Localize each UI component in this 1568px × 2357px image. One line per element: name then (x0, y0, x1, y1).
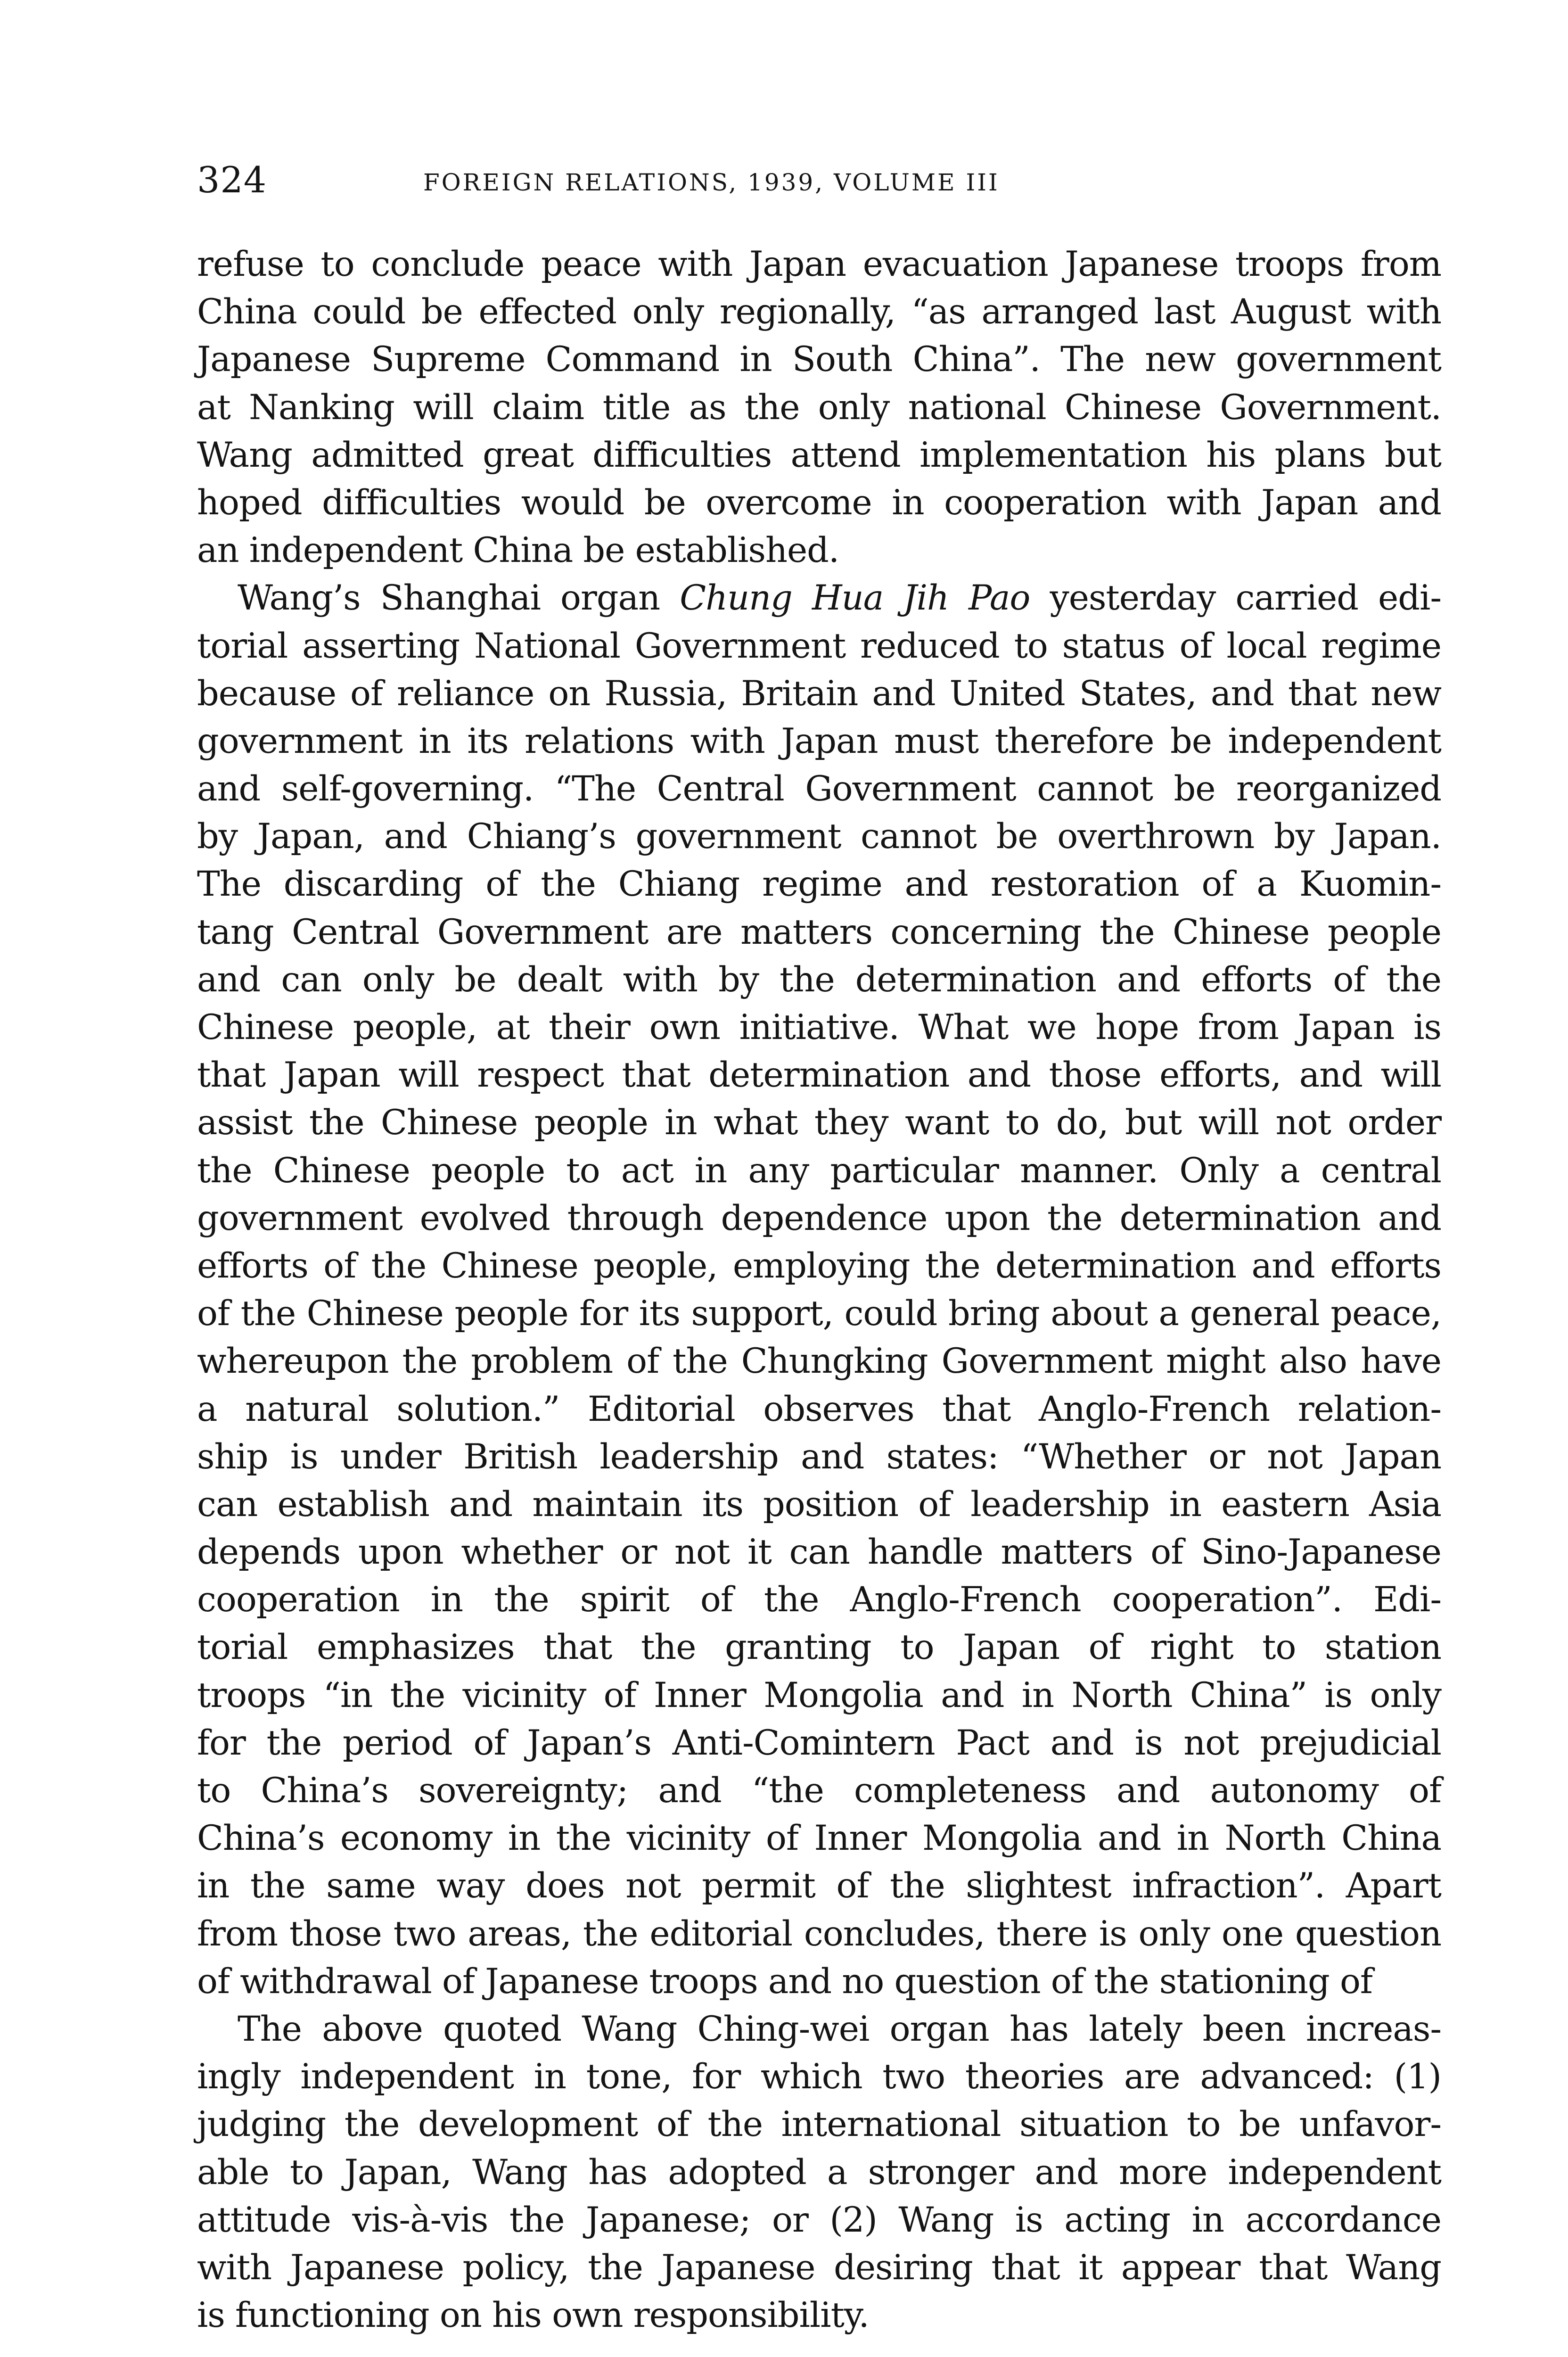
text-line: because of reliance on Russia, Britain and United States, and that new (197, 673, 1441, 714)
newspaper-title: Chung Hua Jih Pao (680, 578, 1030, 618)
text-line: from those two areas, the editorial concludes, there is only one question (197, 1913, 1441, 1954)
text-line: assist the Chinese people in what they want to do, but will not order (197, 1103, 1441, 1143)
text-line: China could be effected only regionally, “as arranged last August with (197, 292, 1441, 332)
text-line: is functioning on his own responsibility. (197, 2295, 869, 2336)
text-line: the Chinese people to act in any particular manner. Only a central (197, 1150, 1441, 1191)
body-text (197, 240, 1441, 2339)
running-head (197, 157, 1187, 208)
text-line: can establish and maintain its position of leadership in eastern Asia (197, 1484, 1441, 1525)
text-line: for the period of Japan’s Anti-Comintern Pact and is not prejudicial (197, 1722, 1441, 1763)
text-line: The discarding of the Chiang regime and restoration of a Kuomin- (197, 864, 1441, 905)
text-run: yesterday carried edi- (1030, 578, 1441, 618)
text-line: judging the development of the international situation to be unfavor- (197, 2104, 1441, 2145)
text-line: government in its relations with Japan must therefore be independent (197, 721, 1441, 761)
text-line: depends upon whether or not it can handle matters of Sino-Japanese (197, 1532, 1441, 1573)
text-line: hoped difficulties would be overcome in cooperation with Japan and (197, 482, 1441, 523)
text-line: Chinese people, at their own initiative. What we hope from Japan is (197, 1007, 1441, 1047)
running-title: FOREIGN RELATIONS, 1939, VOLUME III (423, 169, 1000, 196)
text-line: cooperation in the spirit of the Anglo-French cooperation”. Edi- (197, 1580, 1441, 1620)
text-line: torial emphasizes that the granting to Japan of right to station (197, 1627, 1441, 1668)
text-line: refuse to conclude peace with Japan evacuation Japanese troops from (197, 244, 1441, 284)
text-run: Wang’s Shanghai organ (238, 578, 680, 618)
text-line: attitude vis-à-vis the Japanese; or (2) Wang is acting in accordance (197, 2200, 1441, 2240)
text-line: The above quoted Wang Ching-wei organ has lately been increas- (238, 2009, 1441, 2049)
text-line: by Japan, and Chiang’s government cannot be overthrown by Japan. (197, 816, 1441, 857)
text-line: ship is under British leadership and states: “Whether or not Japan (197, 1436, 1441, 1477)
text-line: Japanese Supreme Command in South China”. The new government (197, 339, 1441, 380)
paragraph-3 (197, 2005, 1441, 2339)
paragraph-1 (197, 240, 1441, 574)
text-line: and self-governing. “The Central Government cannot be reorganized (197, 769, 1441, 809)
paragraph-2 (197, 574, 1441, 2005)
text-line: with Japanese policy, the Japanese desiring that it appear that Wang (197, 2247, 1441, 2288)
text-line: to China’s sovereignty; and “the completeness and autonomy of (197, 1771, 1441, 1811)
text-line: tang Central Government are matters concerning the Chinese people (197, 912, 1441, 952)
text-line: troops “in the vicinity of Inner Mongolia and in North China” is only (197, 1675, 1441, 1715)
text-line: China’s economy in the vicinity of Inner Mongolia and in North China (197, 1818, 1441, 1859)
text-line: Wang admitted great difficulties attend implementation his plans but (197, 435, 1441, 475)
text-line: torial asserting National Government reduced to status of local regime (197, 626, 1441, 666)
text-line: at Nanking will claim title as the only national Chinese Government. (197, 387, 1441, 428)
text-line: whereupon the problem of the Chungking Government might also have (197, 1341, 1441, 1382)
text-line: and can only be dealt with by the determination and efforts of the (197, 959, 1441, 1000)
text-line: of the Chinese people for its support, could bring about a general peace, (197, 1294, 1441, 1334)
text-line: in the same way does not permit of the slightest infraction”. Apart (197, 1866, 1441, 1906)
text-line: ingly independent in tone, for which two theories are advanced: (1) (197, 2057, 1441, 2097)
text-line: government evolved through dependence upon the determination and (197, 1198, 1441, 1238)
text-line: efforts of the Chinese people, employing the determination and efforts (197, 1245, 1441, 1286)
text-line: an independent China be established. (197, 530, 839, 571)
page-number: 324 (197, 159, 267, 201)
text-line: able to Japan, Wang has adopted a stronger and more independent (197, 2152, 1441, 2192)
text-line: that Japan will respect that determination and those efforts, and will (197, 1055, 1441, 1096)
text-line: a natural solution.” Editorial observes that Anglo-French relation- (197, 1389, 1441, 1429)
text-line (197, 574, 1441, 622)
text-line: of withdrawal of Japanese troops and no question of the stationing of (197, 1961, 1372, 2002)
